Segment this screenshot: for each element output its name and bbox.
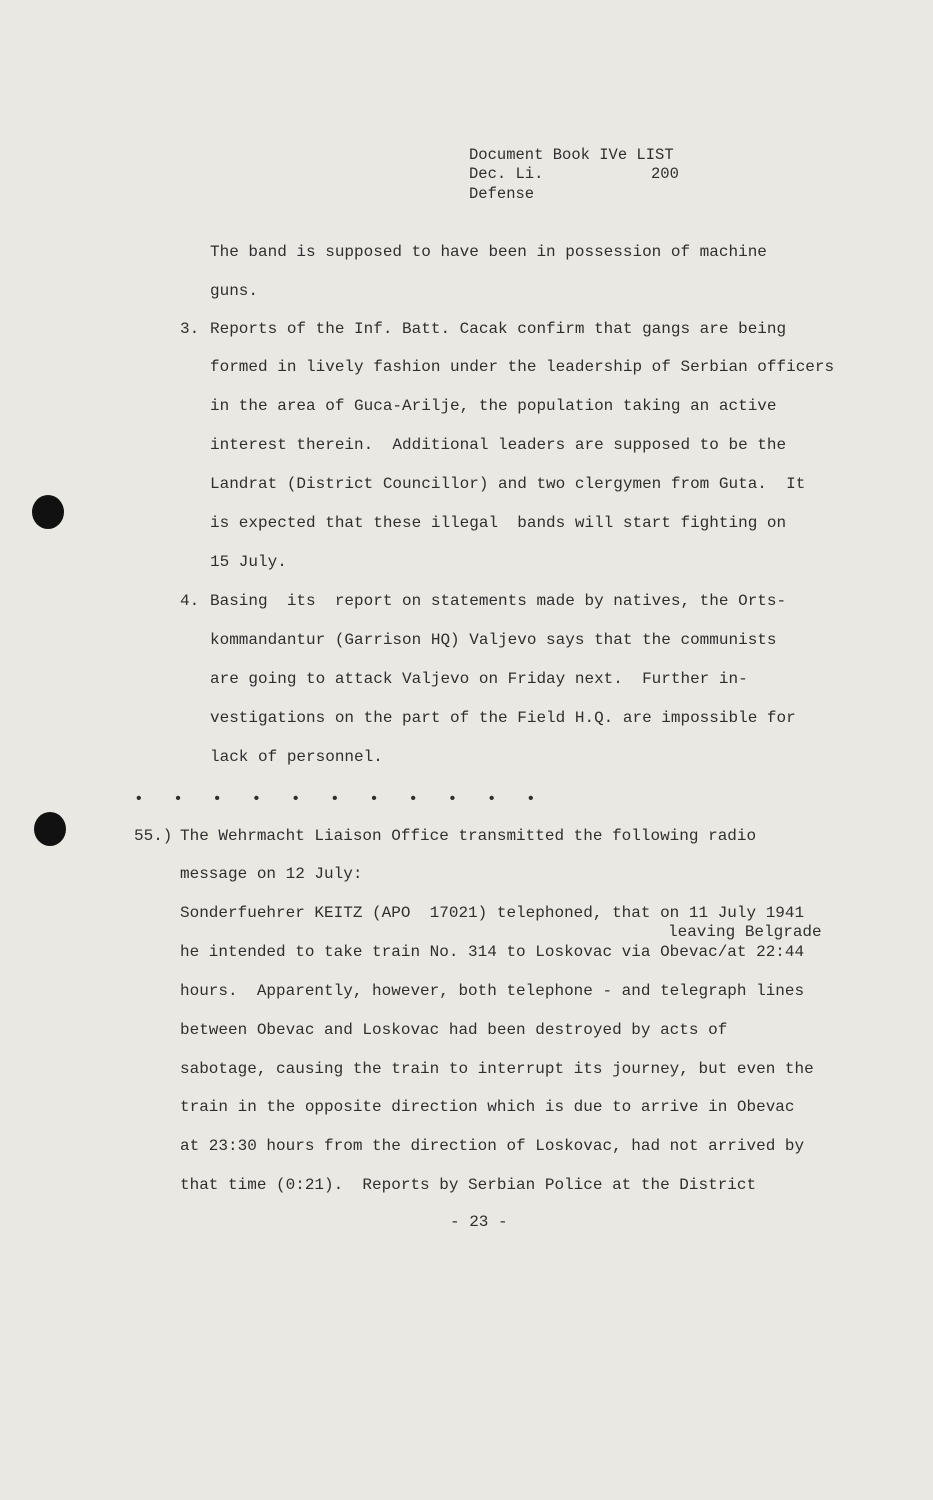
paragraph-line: hours. Apparently, however, both telephone - and telegraph lines: [180, 982, 805, 1000]
paragraph-line: are going to attack Valjevo on Friday next. Further in-: [210, 670, 748, 688]
paragraph-line: at 23:30 hours from the direction of Loskovac, had not arrived by: [180, 1137, 805, 1155]
paragraph-line: The band is supposed to have been in possession of machine: [210, 243, 767, 261]
header-line-3: Defense: [469, 185, 535, 203]
punch-hole-bottom: [34, 812, 66, 846]
paragraph-line: sabotage, causing the train to interrupt its journey, but even the: [180, 1060, 814, 1078]
header-line-2-left: Dec. Li.: [469, 165, 544, 183]
paragraph-line: 15 July.: [210, 553, 287, 571]
paragraph-line: between Obevac and Loskovac had been destroyed by acts of: [180, 1021, 728, 1039]
section-separator: • • • • • • • • • • •: [134, 790, 546, 808]
paragraph-line: he intended to take train No. 314 to Loskovac via Obevac/at 22:44: [180, 943, 805, 961]
paragraph-line: that time (0:21). Reports by Serbian Police at the District: [180, 1176, 757, 1194]
item-number-3: 3.: [180, 320, 200, 338]
punch-hole-top: [32, 495, 64, 529]
header-line-1: Document Book IVe LIST: [469, 146, 674, 164]
paragraph-line: kommandantur (Garrison HQ) Valjevo says that the communists: [210, 631, 777, 649]
paragraph-line: formed in lively fashion under the leadership of Serbian officers: [210, 358, 835, 376]
item-number-55: 55.): [134, 827, 173, 845]
item-number-4: 4.: [180, 592, 200, 610]
paragraph-line: guns.: [210, 282, 259, 300]
paragraph-line: lack of personnel.: [210, 748, 383, 766]
paragraph-line: The Wehrmacht Liaison Office transmitted the following radio: [180, 827, 757, 845]
header-line-2-right: 200: [651, 165, 679, 183]
handwritten-insertion: leaving Belgrade: [668, 923, 822, 941]
page-number: - 23 -: [450, 1213, 508, 1231]
paragraph-line: message on 12 July:: [180, 865, 363, 883]
paragraph-line: Reports of the Inf. Batt. Cacak confirm that gangs are being: [210, 320, 787, 338]
paragraph-line: Sonderfuehrer KEITZ (APO 17021) telephoned, that on 11 July 1941: [180, 904, 805, 922]
paragraph-line: in the area of Guca-Arilje, the population taking an active: [210, 397, 777, 415]
paragraph-line: vestigations on the part of the Field H.Q. are impossible for: [210, 709, 796, 727]
paragraph-line: Basing its report on statements made by natives, the Orts-: [210, 592, 787, 610]
paragraph-line: Landrat (District Councillor) and two clergymen from Guta. It: [210, 475, 806, 493]
paragraph-line: is expected that these illegal bands will start fighting on: [210, 514, 787, 532]
paragraph-line: train in the opposite direction which is due to arrive in Obevac: [180, 1098, 795, 1116]
paragraph-line: interest therein. Additional leaders are supposed to be the: [210, 436, 787, 454]
